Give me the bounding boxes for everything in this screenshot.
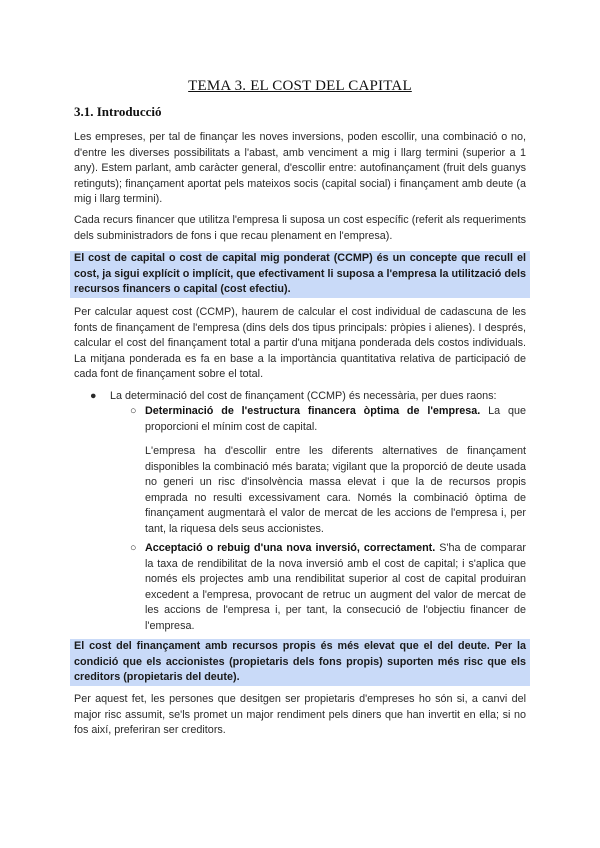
sub-item-rest: La que proporcioni el mínim cost de capital. [145, 405, 526, 433]
paragraph-cost-resource: Cada recurs financer que utilitza l'empresa li suposa un cost específic (referit als requeriments dels subministradors de fons i que recau plenament en l'empresa). [74, 214, 526, 242]
sub-item-text [145, 404, 526, 435]
sub-paragraph-structure: L'empresa ha d'escollir entre les diferents alternatives de finançament disponibles la combinació més barata; vigilant que la proporció de deute usada no generi un risc d'insolvència massa elevat i que la de recursos propis emprada no resulti excessivament cara. Només la combinació òptima de finançament augmentarà el valor de mercat de les accions de l'empresa i, per tant, la riquesa dels seus accionistes. [145, 445, 526, 535]
paragraph-intro: Les empreses, per tal de finançar les noves inversions, poden escollir, una combinació o no, d'entre les diverses possibilitats a l'abast, amb venciment a mig i llarg termini (superior a 1 any). Estem parlant, amb caràcter general, d'escollir entre: autofinançament (fruit dels guanys retinguts); finançament aportat pels mateixos socis (capital social) i finançament amb deute (a mig i llarg termini). [74, 131, 526, 205]
sub-item-rest: S'ha de comparar la taxa de rendibilitat de la nova inversió amb el cost de capital; i s'aplica que només els projectes amb una rendibilitat superior al cost de capital produiran excedent a l'empresa, provocant de retruc un augment del valor de mercat de les accions de l'empresa i, per tant, la consecució de l'objectiu financer de l'empresa. [145, 542, 526, 632]
highlight-ccmp-definition: El cost de capital o cost de capital mig ponderat (CCMP) és un concepte que recull el cost, ja sigui explícit o implícit, que efectivament li suposa a l'empresa la utilització dels recursos financers o capital (cost efectiu). [70, 251, 530, 298]
paragraph-risk: Per aquest fet, les persones que desitgen ser propietaris d'empreses ho són si, a canvi del major risc assumit, se'ls promet un major rendiment pels diners que han invertit en ella; si no fos així, preferiran ser creditors. [74, 693, 526, 736]
paragraph-ccmp-calculation: Per calcular aquest cost (CCMP), haurem de calcular el cost individual de cadascuna de les fonts de finançament de l'empresa (dins dels dos tipus principals: pròpies i alienes). I després, calcular el cost del finançament total a partir d'una mitjana ponderada dels costos individuals. La mitjana ponderada es fa en base a la importància quantitativa relativa de participació de cada font de finançament sobre el total. [74, 306, 526, 380]
highlight-equity-cost: El cost del finançament amb recursos propis és més elevat que el del deute. Per la condició que els accionistes (propietaris dels fons propis) suporten més risc que els creditors (propietaris del deute). [70, 639, 530, 686]
section-heading: 3.1. Introducció [74, 104, 162, 119]
bullet-marker: ● [90, 390, 97, 402]
bullet-text: La determinació del cost de finançament (CCMP) és necessària, per dues raons: [110, 390, 497, 402]
sub-item-text [145, 541, 526, 634]
sub-item-bold: Determinació de l'estructura financera òptima de l'empresa. [145, 405, 481, 417]
document-title: TEMA 3. EL COST DEL CAPITAL [188, 78, 412, 94]
sub-bullet-marker: ○ [130, 405, 137, 417]
sub-bullet-marker: ○ [130, 542, 137, 554]
sub-item-bold: Acceptació o rebuig d'una nova inversió, correctament. [145, 542, 436, 554]
